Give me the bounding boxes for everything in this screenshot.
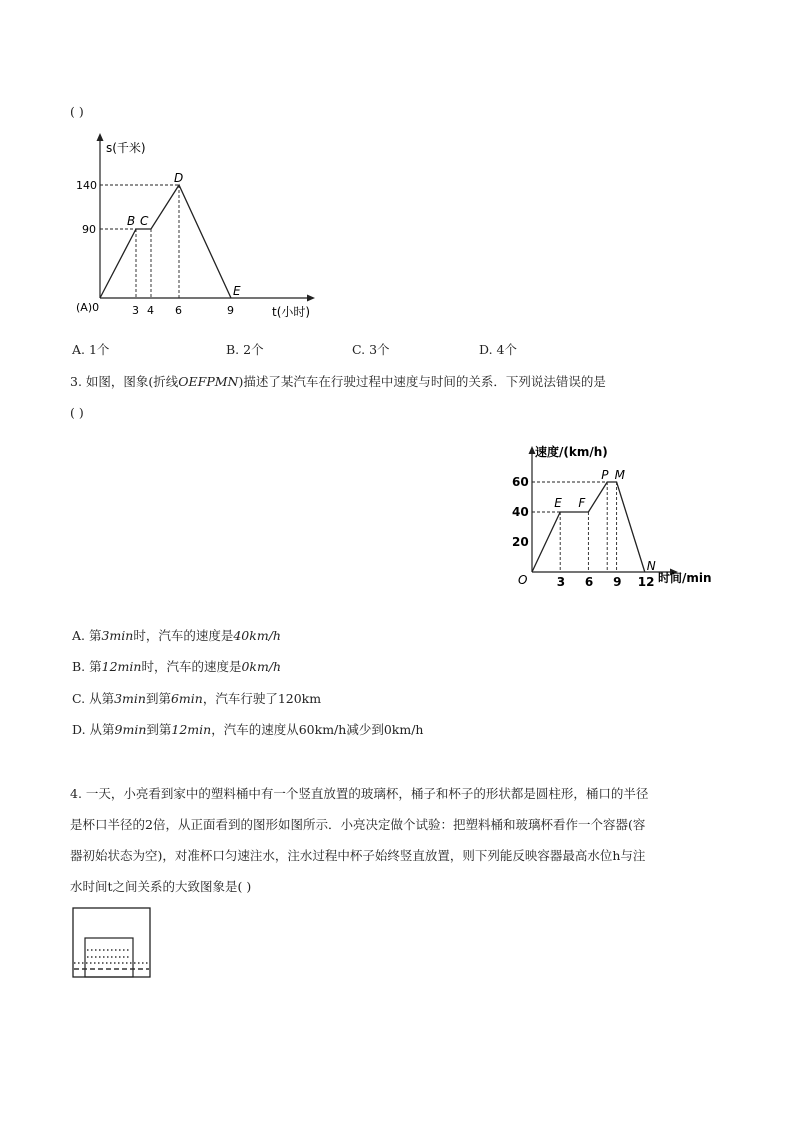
q4-bucket-cup-figure	[70, 905, 154, 981]
q3-point-e: E	[554, 496, 562, 510]
q3-x-tick-12: 12	[637, 575, 655, 588]
q2-origin-label: (A)0	[76, 301, 100, 314]
q4-stem-line-2: 是杯口半径的2倍，从正面看到的图形如图所示．小亮决定做个试验：把塑料桶和玻璃杯看作一个容器(容	[70, 817, 646, 832]
q2-y-tick-140: 140	[76, 179, 97, 192]
q2-graph-line	[100, 185, 231, 298]
q3-point-m: M	[614, 468, 625, 482]
q2-x-tick-3: 3	[132, 304, 139, 317]
q3-y-axis-label: 速度/(km/h)	[535, 445, 608, 459]
q3-speed-time-chart	[508, 438, 723, 588]
q2-option-c[interactable]: C. 3个	[352, 342, 390, 357]
q2-x-tick-9: 9	[227, 304, 234, 317]
q2-point-b: B	[127, 214, 136, 228]
q2-option-b[interactable]: B. 2个	[226, 342, 264, 357]
q2-x-tick-6: 6	[175, 304, 182, 317]
q3-x-tick-6: 6	[584, 575, 594, 588]
q2-point-d: D	[174, 171, 184, 185]
q3-y-tick-40: 40	[512, 505, 529, 519]
q3-point-f: F	[578, 496, 586, 510]
q3-option-d[interactable]: D. 从第9min到第12min，汽车的速度从60km/h减少到0km/h	[72, 722, 424, 737]
q3-option-a[interactable]: A. 第3min时，汽车的速度是40km/h	[72, 628, 281, 643]
q4-stem-line-1: 4. 一天，小亮看到家中的塑料桶中有一个竖直放置的玻璃杯，桶子和杯子的形状都是圆柱形，桶口的半径	[70, 786, 649, 801]
q3-stem-variable: OEFPMN	[178, 374, 239, 389]
q4-stem-line-3: 器初始状态为空)，对准杯口匀速注水，注水过程中杯子始终竖直放置，则下列能反映容器最高水位h与注	[70, 848, 646, 863]
q3-y-tick-20: 20	[512, 535, 529, 549]
q3-option-c[interactable]: C. 从第3min到第6min，汽车行驶了120km	[72, 691, 322, 706]
q2-answer-paren: ( )	[70, 104, 84, 119]
q2-option-a[interactable]: A. 1个	[72, 342, 110, 357]
q4-stem-line-4: 水时间t之间关系的大致图象是( )	[70, 879, 252, 894]
q3-stem: 3. 如图，图象(折线OEFPMN)描述了某汽车在行驶过程中速度与时间的关系．下列说法错误的是	[70, 374, 606, 389]
q3-y-tick-60: 60	[512, 475, 529, 489]
q2-y-axis-label: s(千米)	[106, 141, 146, 155]
q3-answer-paren: ( )	[70, 405, 84, 420]
q3-x-tick-9: 9	[613, 575, 622, 588]
q3-option-b[interactable]: B. 第12min时，汽车的速度是0km/h	[72, 659, 282, 674]
q2-y-axis-arrow	[97, 133, 104, 141]
q3-x-tick-3: 3	[556, 575, 566, 588]
q3-point-n: N	[646, 559, 656, 573]
q2-x-axis-arrow	[307, 295, 315, 302]
q2-x-tick-4: 4	[147, 304, 154, 317]
q2-point-e: E	[233, 284, 241, 298]
q3-point-o: O	[518, 573, 528, 587]
q2-y-tick-90: 90	[82, 223, 96, 236]
q2-point-c: C	[140, 214, 149, 228]
q3-point-p: P	[601, 468, 609, 482]
q3-x-axis-label: 时间/min	[658, 571, 712, 585]
q2-distance-time-graph	[70, 130, 330, 325]
q2-x-axis-label: t(小时)	[272, 305, 311, 319]
q2-option-d[interactable]: D. 4个	[479, 342, 517, 357]
